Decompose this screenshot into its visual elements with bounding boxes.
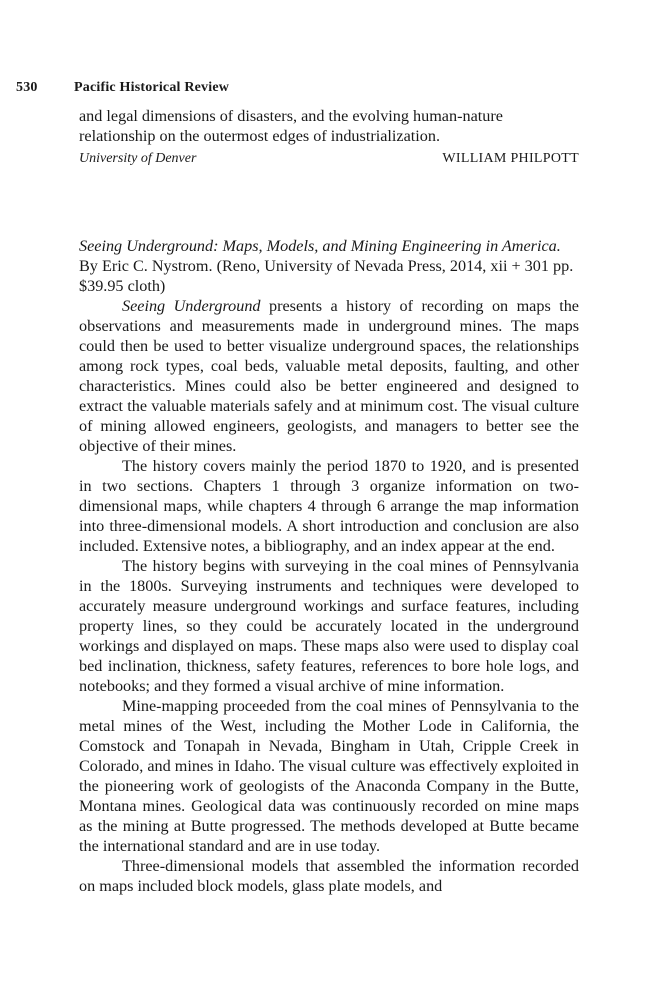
book-citation (79, 236, 579, 296)
paragraph-text: presents a history of recording on maps the observations and measurements made in underground mines. The maps could then be used to better visualize underground spaces, the relationships among rock types, coal beds, valuable metal deposits, faulting, and other characteristics. Mines could also be better engineered and designed to extract the valuable materials safely and at minimum cost. The visual culture of mining allowed engineers, geologists, and managers to better see the objective of their mines. (79, 297, 579, 455)
reviewer-affiliation: University of Denver (79, 151, 197, 166)
review-paragraph: The history covers mainly the period 1870 to 1920, and is presented in two sections. Chapters 1 through 3 organize information on two-dimensional maps, while chapters 4 through 6 arrange the map information into three-dimensional models. A short introduction and conclusion are also included. Extensive notes, a bibliography, and an index appear at the end. (79, 457, 579, 555)
reviewer-name: WILLIAM PHILPOTT (442, 151, 579, 166)
running-head (16, 80, 229, 96)
review-paragraph: Mine-mapping proceeded from the coal mines of Pennsylvania to the metal mines of the West, including the Mother Lode in California, the Comstock and Tonapah in Nevada, Bingham in Utah, Cripple Creek in Colorado, and mines in Idaho. The visual culture was effectively exploited in the pioneering work of geologists of the Anaconda Company in the Butte, Montana mines. Geological data was continuously recorded on mine maps as the mining at Butte progressed. The methods developed at Butte became the international standard and are in use today. (79, 697, 579, 855)
review-body (79, 296, 579, 896)
lead-book-title: Seeing Underground (122, 297, 261, 315)
previous-review-ending: and legal dimensions of disasters, and the evolving human-nature relationship on the outermost edges of industrialization. (79, 107, 503, 145)
review-paragraph (79, 296, 579, 456)
book-title: Seeing Underground: Maps, Models, and Mining Engineering in America. (79, 237, 561, 255)
review-paragraph: Three-dimensional models that assembled the information recorded on maps included block models, glass plate models, and (79, 857, 579, 895)
page-number: 530 (16, 80, 38, 95)
citation-details: By Eric C. Nystrom. (Reno, University of Nevada Press, 2014, xii + 301 pp. $39.95 cloth) (79, 257, 574, 295)
review-paragraph: The history begins with surveying in the coal mines of Pennsylvania in the 1800s. Surveying instruments and techniques were developed to accurately measure underground workings and surface features, including property lines, so they could be accurately located in the underground workings and displayed on maps. These maps also were used to display coal bed inclination, thickness, safety features, references to bore hole logs, and notebooks; and they formed a visual archive of mine information. (79, 557, 579, 695)
journal-title: Pacific Historical Review (74, 80, 230, 95)
reviewer-signature (79, 149, 579, 169)
